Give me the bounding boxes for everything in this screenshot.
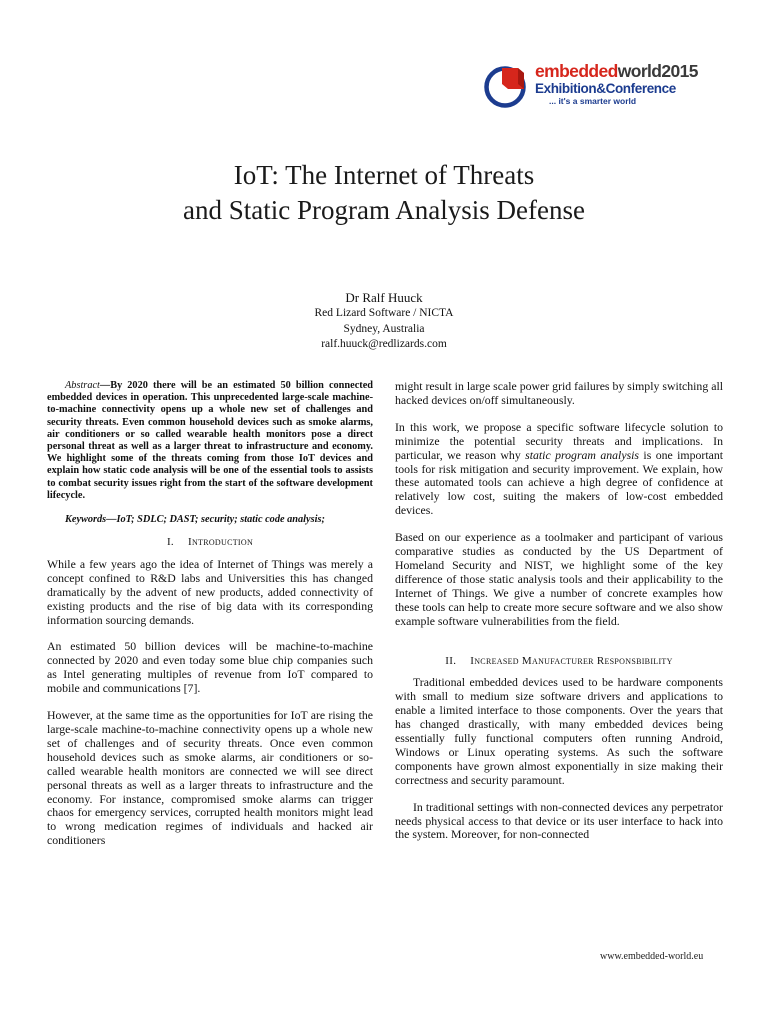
paper-title-line2: and Static Program Analysis Defense bbox=[183, 195, 585, 225]
section-title: Introduction bbox=[187, 536, 254, 549]
logo-text bbox=[535, 62, 698, 107]
section2-paragraph-1: Traditional embedded devices used to be hardware components with small to medium size software drivers and applications to enable a limited interface to those components. Over the years that has changed drastically, with many embedded devices being essentially fully functional computers often running Android, Windows or Linux operating systems. As such the software components have grown almost exponentially in size making their correctness and security paramount. bbox=[395, 675, 723, 787]
author-block bbox=[0, 290, 768, 353]
abstract-text: —By 2020 there will be an estimated 50 billion connected embedded devices in operation. This unprecedented large-scale machine-to-machine connectivity opens up a whole new set of challenges and security threats. Even common household devices such as smoke alarms, air conditioners or so called wearable health monitors pose a direct personal threat as well as a larger threat to infrastructure and economy. We highlight some of the threats coming from those IoT devices and explain how static code analysis will be one of the essential tools to assists to combat security issues right from the start of the software development lifecycle. bbox=[47, 380, 373, 501]
logo-brand-red: embedded bbox=[535, 61, 618, 81]
section-heading-introduction bbox=[47, 536, 373, 550]
intro-paragraph-3-continued: might result in large scale power grid failures by simply switching all hacked devices on/off simultaneously. bbox=[395, 379, 723, 407]
author-affiliation: Red Lizard Software / NICTA bbox=[314, 307, 454, 319]
intro-paragraph-3: However, at the same time as the opportunities for IoT are rising the large-scale machine-to-machine connectivity opens up a whole new set of challenges and of security threats. Once even common household devices such as smoke alarms, air conditioners or so-called wearable health monitors are connected we will see direct personal threats as well as a larger threats to infrastructure and the economy. For instance, compromised smoke alarms can trigger chaos for emergency services, corrupted health monitors might lead to wrong medication regimes of individuals and hacked air conditioners bbox=[47, 708, 373, 848]
footer-url[interactable]: www.embedded-world.eu bbox=[600, 951, 704, 962]
logo-tagline: ... it's a smarter world bbox=[549, 96, 637, 106]
logo-event: Exhibition&Conference bbox=[535, 81, 676, 96]
author-email: ralf.huuck@redlizards.com bbox=[321, 338, 447, 350]
abstract bbox=[47, 380, 373, 502]
intro-paragraph-4-start: In this work, we propose a specific software lifecycle solution to minimize the potential security threats and implications. In particular, we reason why bbox=[395, 419, 723, 462]
author-location: Sydney, Australia bbox=[343, 322, 425, 335]
logo-brand bbox=[535, 62, 698, 81]
intro-paragraph-4-emphasis: static program analysis bbox=[525, 447, 640, 462]
intro-paragraph-4 bbox=[395, 421, 723, 518]
section-number: II. bbox=[445, 654, 457, 667]
author-name: Dr Ralf Huuck bbox=[345, 290, 423, 305]
intro-paragraph-5: Based on our experience as a toolmaker and participant of various comparative studies as conducted by the US Department of Homeland Security and NIST, we highlight some of the key difference of those static analysis tools and their applicability to the Internet of Things. We give a number of concrete examples how these tools can help to create more secure software and we also show example software vulnerabilities from the field. bbox=[395, 530, 723, 628]
right-column bbox=[395, 380, 723, 855]
abstract-label: Abstract bbox=[65, 380, 100, 391]
logo-brand-dark: world bbox=[617, 61, 662, 81]
intro-paragraph-4-end: is one important tools for risk mitigation and security improvement. We explain, how these automated tools can achieve a high degree of confidence at relatively low cost, suiting the makers of low-cost embedded devices. bbox=[395, 447, 724, 518]
section-number: I. bbox=[166, 536, 174, 549]
paper-title bbox=[0, 158, 768, 228]
embedded-world-logo bbox=[483, 62, 733, 112]
section2-paragraph-2: In traditional settings with non-connected devices any perpetrator needs physical access to that device or its user interface to hack into the system. Moreover, for non-connected bbox=[395, 799, 723, 842]
intro-paragraph-2: An estimated 50 billion devices will be machine-to-machine connected by 2020 and even today some blue chip companies such as Intel generating multiples of revenue from IoT compared to mobile and communications [7]. bbox=[47, 639, 373, 696]
keywords: Keywords—IoT; SDLC; DAST; security; static code analysis; bbox=[65, 514, 325, 526]
embedded-world-logo-icon bbox=[483, 64, 527, 108]
paper-title-line1: IoT: The Internet of Threats bbox=[233, 160, 535, 190]
left-column bbox=[47, 380, 373, 861]
section-title: Increased Manufacturer Responsbibility bbox=[470, 654, 673, 667]
intro-paragraph-1: While a few years ago the idea of Internet of Things was merely a concept confined to R&D labs and Universities this has changed dramatically by the advent of new products, added connectivity of existing products and the rise of big data with its corresponding information sourcing demands. bbox=[47, 556, 373, 627]
section-heading-manufacturer-responsibility bbox=[395, 655, 723, 669]
logo-year: 2015 bbox=[661, 61, 698, 81]
